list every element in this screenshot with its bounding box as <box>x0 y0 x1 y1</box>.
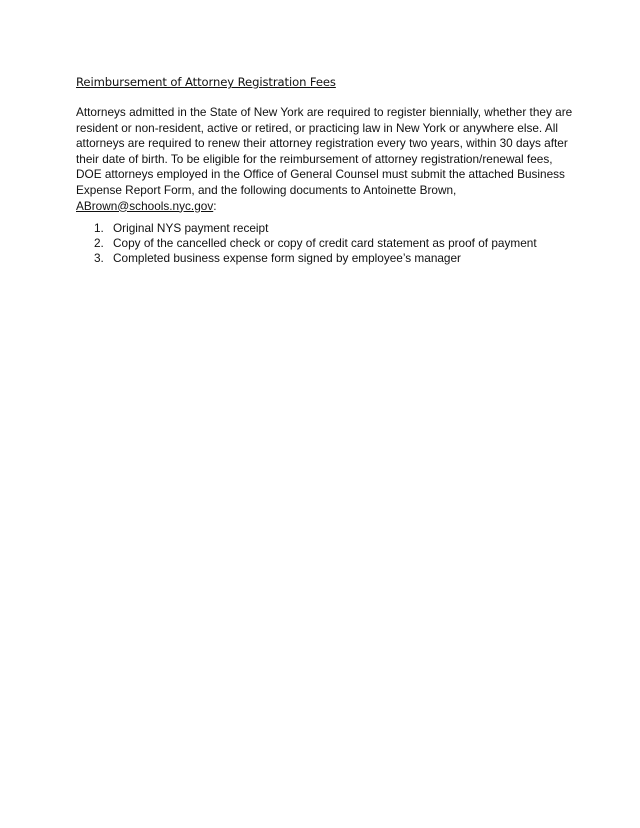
body-paragraph <box>76 105 576 214</box>
list-item-text: Copy of the cancelled check or copy of credit card statement as proof of payment <box>113 236 537 250</box>
list-item <box>94 251 537 266</box>
paragraph-line: attorneys are required to renew their attorney registration every two years, within 30 days after <box>76 136 568 151</box>
paragraph-line: their date of birth. To be eligible for the reimbursement of attorney registration/renewal fees, <box>76 151 553 166</box>
paragraph-line: DOE attorneys employed in the Office of General Counsel must submit the attached Business <box>76 167 565 182</box>
required-documents-list <box>94 221 537 266</box>
list-item <box>94 236 537 251</box>
paragraph-line: Attorneys admitted in the State of New York are required to register biennially, whether they are <box>76 105 573 119</box>
email-link[interactable]: ABrown@schools.nyc.gov <box>76 198 214 213</box>
list-item <box>94 221 537 236</box>
list-item-text: Original NYS payment receipt <box>113 221 269 235</box>
document-title: Reimbursement of Attorney Registration Fees <box>76 75 336 89</box>
email-line <box>76 199 576 215</box>
list-item-number: 3. <box>94 251 104 265</box>
paragraph-line: resident or non-resident, active or retired, or practicing law in New York or anywhere else. All <box>76 120 558 135</box>
list-item-number: 1. <box>94 221 104 235</box>
list-item-text: Completed business expense form signed by employee’s manager <box>113 251 461 265</box>
list-item-number: 2. <box>94 236 104 250</box>
email-suffix: : <box>213 198 217 213</box>
paragraph-line: Expense Report Form, and the following documents to Antoinette Brown, <box>76 182 457 197</box>
